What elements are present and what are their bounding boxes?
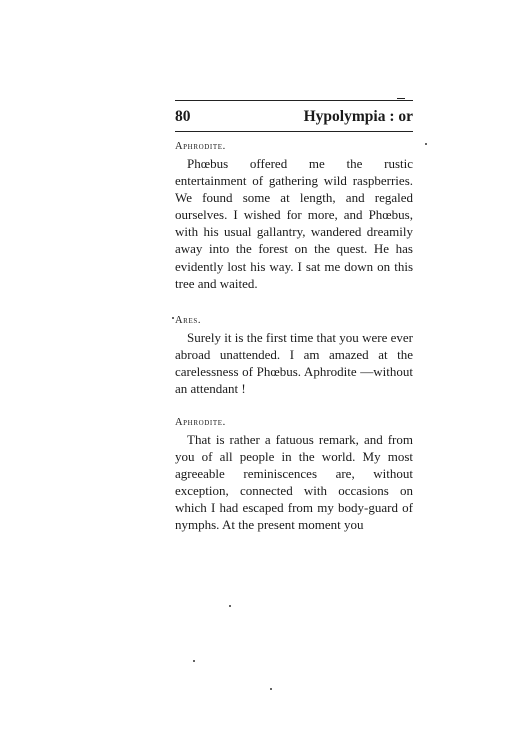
- scan-speck: [172, 317, 174, 319]
- top-rule: [175, 100, 413, 101]
- scan-speck: [425, 143, 427, 145]
- page-header: [175, 108, 413, 130]
- scan-speck: [270, 688, 272, 690]
- speaker-name: Aphrodite.: [175, 417, 226, 428]
- header-rule: [175, 131, 413, 132]
- speaker-name: Ares.: [175, 315, 202, 326]
- scan-speck: [193, 660, 195, 662]
- running-title: Hypolympia : or: [303, 108, 413, 125]
- scan-speck: [229, 605, 231, 607]
- page-number: 80: [175, 108, 191, 125]
- dialogue-paragraph: Surely it is the first time that you were ever abroad unattended. I am amazed at the carelessness of Phœbus. Aphrodite —without an attendant !: [175, 330, 413, 397]
- speaker-name: Aphrodite.: [175, 141, 226, 152]
- dialogue-paragraph: Phœbus offered me the rustic entertainment of gathering wild raspberries. We found some at length, and regaled ourselves. I wished for more, and Phœbus, with his usual gallantry, wandered dreamily away into the forest on the quest. He has evidently lost his way. I sat me down on this tree and waited.: [175, 156, 413, 291]
- rule-tick: [397, 98, 405, 99]
- dialogue-paragraph: That is rather a fatuous remark, and from you of all people in the world. My most agreeable reminiscences are, without exception, connected with occasions on which I had escaped from my body-guard of nymphs. At the present moment you: [175, 432, 413, 533]
